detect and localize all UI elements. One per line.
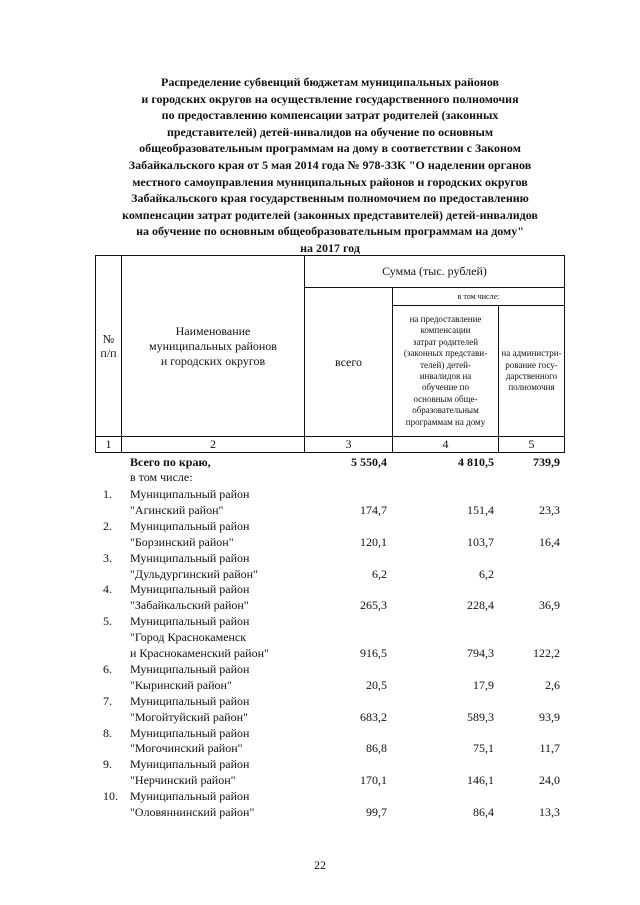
page-number: 22: [314, 858, 326, 872]
title-line: на обучение по основным общеобразовательным программам на дому": [136, 224, 524, 239]
document-title: [95, 74, 565, 257]
header-name-line: Наименование: [175, 323, 251, 338]
row-value-compensation: 228,4: [467, 598, 494, 613]
header-name-line: муниципальных районов: [149, 338, 277, 353]
header-admin-cell: [499, 306, 564, 436]
row-name-line: Муниципальный район: [130, 661, 250, 676]
header-including-cell: [393, 288, 564, 305]
title-line: и городских округов на осуществление государственного полномочия: [141, 91, 519, 106]
row-name-line: "Дульдургинский район": [130, 566, 258, 581]
row-number: 4.: [103, 582, 112, 597]
title-line: компенсации затрат родителей (законных представителей) детей-инвалидов: [122, 207, 538, 222]
header-text-line: инвалидов на: [419, 371, 472, 381]
title-line: по предоставлению компенсации затрат родителей (законных: [161, 108, 499, 123]
row-number: 7.: [103, 693, 112, 708]
row-name-line: Муниципальный район: [130, 693, 250, 708]
table-right-border: [564, 255, 565, 453]
title-line: Распределение субвенций бюджетам муниципальных районов: [160, 75, 500, 89]
row-name-line: Муниципальный район: [130, 550, 250, 565]
title-line: общеобразовательным программам на дому в соответствии с Законом: [139, 141, 521, 156]
row-value-total: 86,8: [366, 741, 387, 756]
row-name-line: Муниципальный район: [130, 725, 250, 740]
row-value-total: 99,7: [366, 805, 387, 819]
total-sum: 5 550,4: [351, 455, 387, 469]
row-name-line: Муниципальный район: [130, 789, 250, 804]
row-value-total: 265,3: [360, 598, 387, 613]
row-name-line: Муниципальный район: [130, 614, 250, 629]
row-number: 9.: [103, 757, 112, 772]
row-value-total: 6,2: [372, 566, 387, 581]
row-name-line: "Могойтуйский район": [130, 709, 248, 724]
row-value-compensation: 75,1: [473, 741, 494, 756]
row-name-line: Муниципальный район: [130, 582, 250, 597]
header-including-label: в том числе:: [457, 292, 500, 301]
header-text-line: рование госу-: [505, 359, 558, 370]
row-number: 6.: [103, 661, 112, 676]
title-line: представителей) детей-инвалидов на обучение по основным: [166, 124, 494, 139]
header-number-cell: [96, 256, 121, 436]
index-cell-1: 1: [105, 437, 112, 451]
row-name-line: "Забайкальский район": [130, 598, 249, 613]
row-value-compensation: 794,3: [467, 646, 494, 660]
row-number: 1.: [103, 487, 112, 501]
header-text-line: полномочия: [508, 382, 555, 393]
header-compensation-cell: [393, 306, 498, 436]
row-number: 3.: [103, 550, 112, 565]
row-name-line: "Агинский район": [130, 502, 224, 517]
header-sum-cell: [305, 256, 564, 287]
index-cell-4: 4: [442, 437, 449, 451]
row-value-admin: 2,6: [545, 677, 560, 692]
header-text-line: (законных представи-: [403, 348, 488, 359]
total-admin: 739,9: [533, 455, 560, 469]
title-line: Забайкальского края государственным полномочием по предоставлению: [131, 191, 529, 206]
header-text-line: телей) детей-: [420, 359, 471, 370]
row-value-total: 916,5: [360, 646, 387, 660]
row-value-compensation: 151,4: [467, 502, 494, 517]
row-value-admin: 36,9: [539, 598, 560, 613]
row-name-line: "Борзинский район": [130, 534, 234, 549]
row-name-line: Муниципальный район: [130, 487, 250, 501]
row-number: 5.: [103, 614, 112, 629]
row-number: 2.: [103, 518, 112, 533]
row-value-admin: 122,2: [533, 646, 560, 660]
row-value-admin: 16,4: [539, 534, 560, 549]
row-value-admin: 93,9: [539, 709, 560, 724]
row-value-total: 174,7: [360, 502, 387, 517]
index-cell-5: 5: [528, 437, 535, 451]
row-value-total: 120,1: [360, 534, 387, 549]
row-name-line: "Город Краснокаменск: [130, 630, 247, 645]
row-name-line: "Нерчинский район": [130, 773, 236, 788]
header-number-line: №: [102, 332, 115, 346]
index-row-bottom-border: [95, 452, 565, 453]
total-label: Всего по краю,: [130, 455, 211, 469]
header-total-cell: [305, 288, 392, 436]
row-number: 8.: [103, 725, 112, 740]
header-text-line: на предоставление: [409, 313, 482, 324]
header-name-cell: [122, 256, 304, 436]
header-text-line: обучение по: [422, 382, 469, 393]
header-sum-label: Сумма (тыс. рублей): [382, 264, 487, 278]
row-value-total: 20,5: [366, 677, 387, 692]
row-value-admin: 11,7: [539, 741, 560, 756]
row-number: 10.: [103, 789, 118, 804]
title-line: местного самоуправления муниципальных районов и городских округов: [132, 174, 528, 189]
row-value-compensation: 86,4: [473, 805, 494, 819]
row-value-admin: 13,3: [539, 805, 560, 819]
index-cell-3: 3: [345, 437, 352, 451]
index-cell-2: 2: [210, 437, 216, 451]
row-name-line: "Могочинский район": [130, 741, 243, 756]
header-text-line: компенсации: [420, 325, 471, 336]
title-line: Забайкальского края от 5 мая 2014 года № 978-ЗЗК "О наделении органов: [128, 157, 532, 172]
row-name-line: "Кыринский район": [130, 677, 232, 692]
header-text-line: программам на дому: [405, 416, 486, 427]
header-text-line: дарственного: [505, 371, 558, 381]
header-name-line: и городских округов: [160, 353, 266, 368]
row-name-line: Муниципальный район: [130, 518, 250, 533]
header-text-line: затрат родителей: [412, 336, 479, 347]
row-value-admin: 23,3: [539, 502, 560, 517]
header-text-line: образовательным: [412, 405, 479, 416]
row-value-compensation: 103,7: [467, 534, 494, 549]
row-value-total: 170,1: [360, 773, 387, 788]
row-value-compensation: 6,2: [479, 566, 494, 581]
row-name-line: и Краснокаменский район": [130, 646, 269, 660]
header-text-line: основным обще-: [413, 393, 478, 404]
header-text-line: на администри-: [501, 348, 562, 359]
row-value-total: 683,2: [360, 709, 387, 724]
row-name-line: Муниципальный район: [130, 757, 250, 772]
row-value-compensation: 17,9: [473, 677, 494, 692]
header-number-line: п/п: [100, 346, 117, 360]
row-value-admin: 24,0: [539, 773, 560, 788]
row-value-compensation: 589,3: [467, 709, 494, 724]
row-name-line: "Оловяннинский район": [130, 805, 255, 819]
header-total-label: всего: [334, 354, 363, 369]
title-line: на 2017 год: [300, 240, 360, 255]
total-compensation: 4 810,5: [458, 455, 494, 469]
row-value-compensation: 146,1: [467, 773, 494, 788]
total-sub-label: в том числе:: [130, 470, 193, 484]
